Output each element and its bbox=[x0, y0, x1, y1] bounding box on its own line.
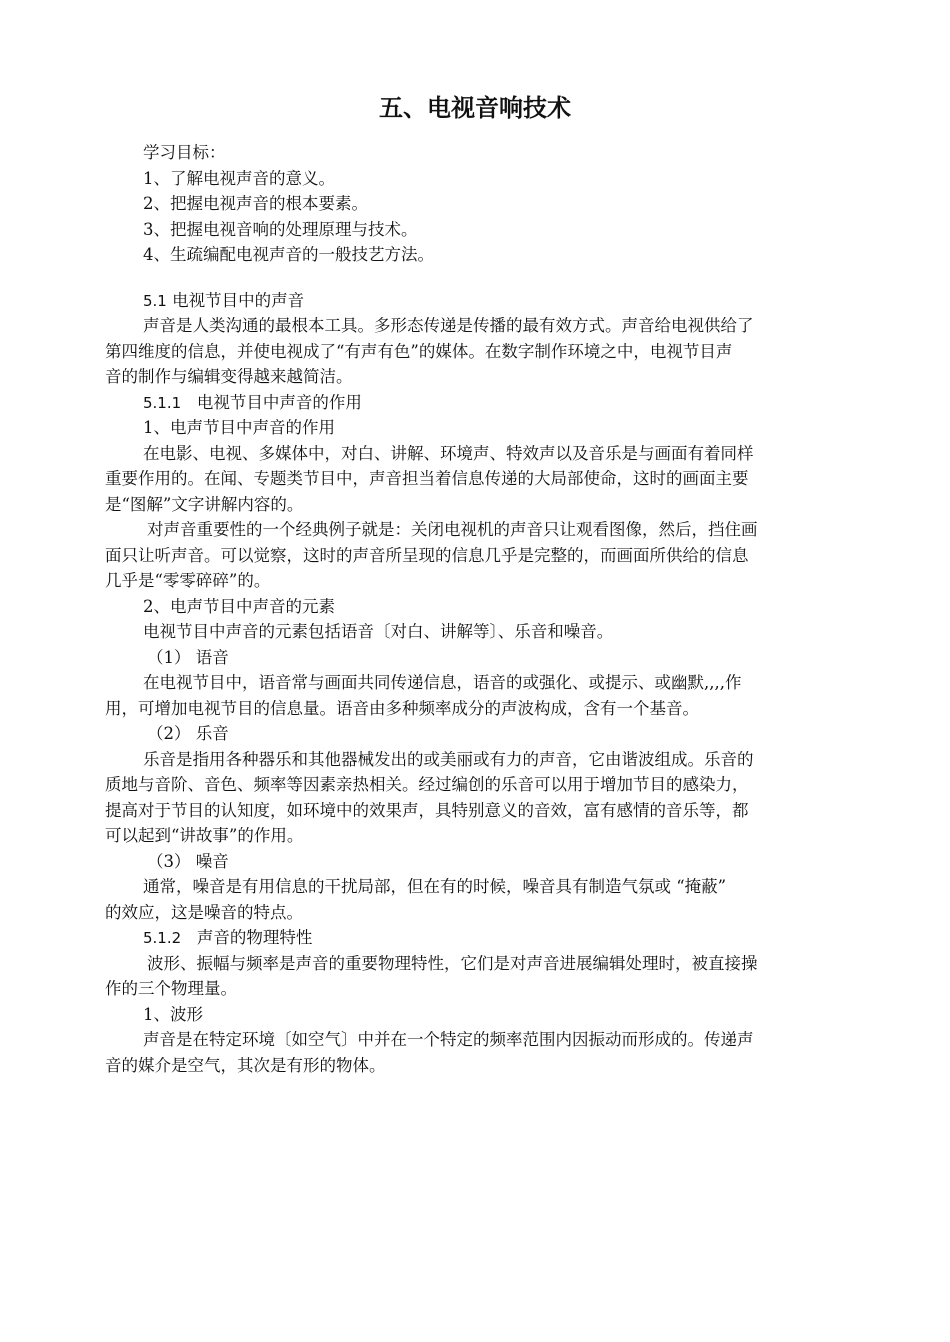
section-title: 声音的物理特性 bbox=[196, 928, 313, 947]
paragraph-line: 电视节目中声音的元素包括语音〔对白、讲解等〕、乐音和噪音。 bbox=[143, 622, 614, 641]
section-heading-5-1-1 bbox=[105, 390, 850, 416]
section-title: 电视节目中的声音 bbox=[172, 290, 305, 310]
paragraph-line: 在电视节目中，语音常与画面共同传递信息，语音的或强化、或提示、或幽默,,,,作 bbox=[143, 673, 742, 692]
paragraph-line: 的效应，这是噪音的特点。 bbox=[105, 902, 303, 922]
section-title: 电视节目中声音的作用 bbox=[196, 392, 362, 412]
paragraph-line: 质地与音阶、音色、频率等因素亲热相关。经过编创的乐音可以用于增加节目的感染力， bbox=[105, 775, 749, 794]
paragraph-line: 提高对于节目的认知度，如环境中的效果声，具特别意义的音效，富有感情的音乐等，都 bbox=[105, 800, 749, 820]
paragraph-line: 是“图解”文字讲解内容的。 bbox=[105, 494, 304, 514]
section-number: 5.1 bbox=[143, 291, 167, 310]
noise-heading: （3） 噪音 bbox=[147, 851, 229, 871]
paragraph-line: 乐音是指用各种器乐和其他器械发出的或美丽或有力的声音，它由谐波组成。乐音的 bbox=[143, 749, 754, 769]
paragraph-line: 可以起到“讲故事”的作用。 bbox=[105, 826, 304, 845]
paragraph-line: 音的制作与编辑变得越来越简洁。 bbox=[105, 367, 353, 386]
subheading: 2、电声节目中声音的元素 bbox=[143, 596, 335, 616]
paragraph-line: 几乎是“零零碎碎”的。 bbox=[105, 571, 271, 590]
speech-heading: （1） 语音 bbox=[147, 647, 229, 667]
objective-item: 2、把握电视声音的根本要素。 bbox=[143, 194, 368, 213]
paragraph-line: 声音是人类沟通的最根本工具。多形态传递是传播的最有效方式。声音给电视供给了 bbox=[143, 316, 754, 335]
section-number: 5.1.2 bbox=[143, 929, 182, 947]
objective-item: 1、了解电视声音的意义。 bbox=[143, 168, 335, 188]
music-heading: （2） 乐音 bbox=[147, 724, 229, 743]
section-heading-5-1-2 bbox=[105, 925, 850, 951]
paragraph-line: 面只让听声音。可以觉察，这时的声音所呈现的信息几乎是完整的，而画面所供给的信息 bbox=[105, 545, 749, 565]
paragraph-line: 对声音重要性的一个经典例子就是：关闭电视机的声音只让观看图像，然后，挡住画 bbox=[147, 520, 758, 539]
objective-item: 4、生疏编配电视声音的一般技艺方法。 bbox=[143, 245, 434, 264]
document-title: 五、电视音响技术 bbox=[379, 94, 571, 122]
paragraph-line: 音的媒介是空气，其次是有形的物体。 bbox=[105, 1055, 386, 1075]
paragraph-line: 用，可增加电视节目的信息量。语音由多种频率成分的声波构成，含有一个基音。 bbox=[105, 698, 699, 718]
document-body bbox=[105, 140, 850, 1078]
paragraph-line: 通常，噪音是有用信息的干扰局部，但在有的时候，噪音具有制造气氛或 “掩蔽” bbox=[143, 877, 727, 896]
subheading: 1、波形 bbox=[143, 1004, 203, 1024]
paragraph-line: 波形、振幅与频率是声音的重要物理特性，它们是对声音进展编辑处理时，被直接操 bbox=[147, 953, 758, 973]
section-number: 5.1.1 bbox=[143, 393, 182, 412]
paragraph-line: 第四维度的信息，并使电视成了“有声有色”的媒体。在数字制作环境之中，电视节目声 bbox=[105, 341, 733, 361]
paragraph-line: 声音是在特定环境〔如空气〕中并在一个特定的频率范围内因振动而形成的。传递声 bbox=[143, 1030, 754, 1049]
paragraph-line: 在电影、电视、多媒体中，对白、讲解、环境声、特效声以及音乐是与画面有着同样 bbox=[143, 443, 754, 463]
section-heading-5-1 bbox=[105, 288, 850, 314]
subheading: 1、电声节目中声音的作用 bbox=[143, 418, 335, 437]
objective-item: 3、把握电视音响的处理原理与技术。 bbox=[143, 219, 418, 239]
paragraph-line: 重要作用的。在闻、专题类节目中，声音担当着信息传递的大局部使命，这时的画面主要 bbox=[105, 469, 749, 488]
paragraph-line: 作的三个物理量。 bbox=[105, 979, 237, 998]
objectives-heading: 学习目标： bbox=[143, 143, 226, 162]
